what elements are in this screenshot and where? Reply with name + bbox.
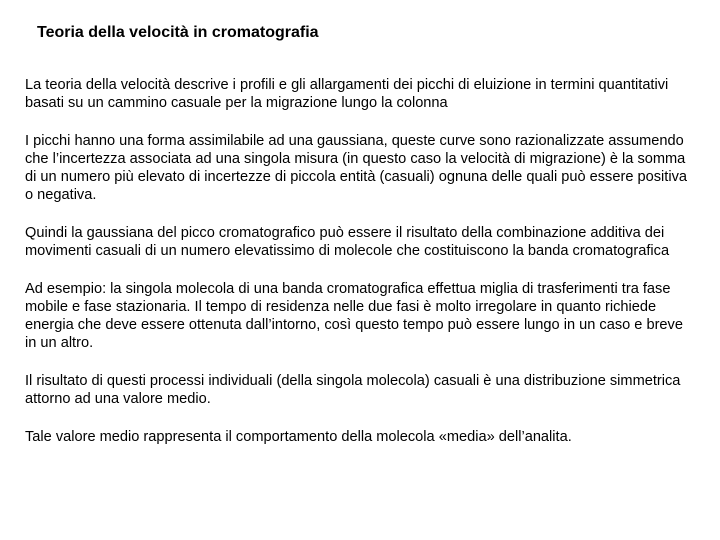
paragraph-1: La teoria della velocità descrive i profili e gli allargamenti dei picchi di eluizione in termini quantitativi basati su un cammino casuale per la migrazione lungo la colonna <box>25 77 669 111</box>
slide-title: Teoria della velocità in cromatografia <box>37 24 319 41</box>
paragraph-6: Tale valore medio rappresenta il comportamento della molecola «media» dell’analita. <box>25 429 572 445</box>
paragraph-2: I picchi hanno una forma assimilabile ad una gaussiana, queste curve sono razionalizzate assumendo che l’incertezza associata ad una singola misura (in questo caso la velocità di migrazione) è la somma di un numero più elevato di incertezze di piccola entità (casuali) ognuna delle quali può essere positiva o negativa. <box>25 133 687 203</box>
paragraph-5: Il risultato di questi processi individuali (della singola molecola) casuali è una distribuzione simmetrica attorno ad una valore medio. <box>25 373 681 407</box>
paragraph-4: Ad esempio: la singola molecola di una banda cromatografica effettua miglia di trasferimenti tra fase mobile e fase stazionaria. Il tempo di residenza nelle due fasi è molto irregolare in quanto richiede energia che deve essere ottenuta dall’intorno, così questo tempo può essere lungo in un caso e breve in un altro. <box>25 281 683 351</box>
paragraph-3: Quindi la gaussiana del picco cromatografico può essere il risultato della combinazione additiva dei movimenti casuali di un numero elevatissimo di molecole che costituiscono la banda cromatografica <box>25 225 670 259</box>
slide-body <box>25 76 693 466</box>
